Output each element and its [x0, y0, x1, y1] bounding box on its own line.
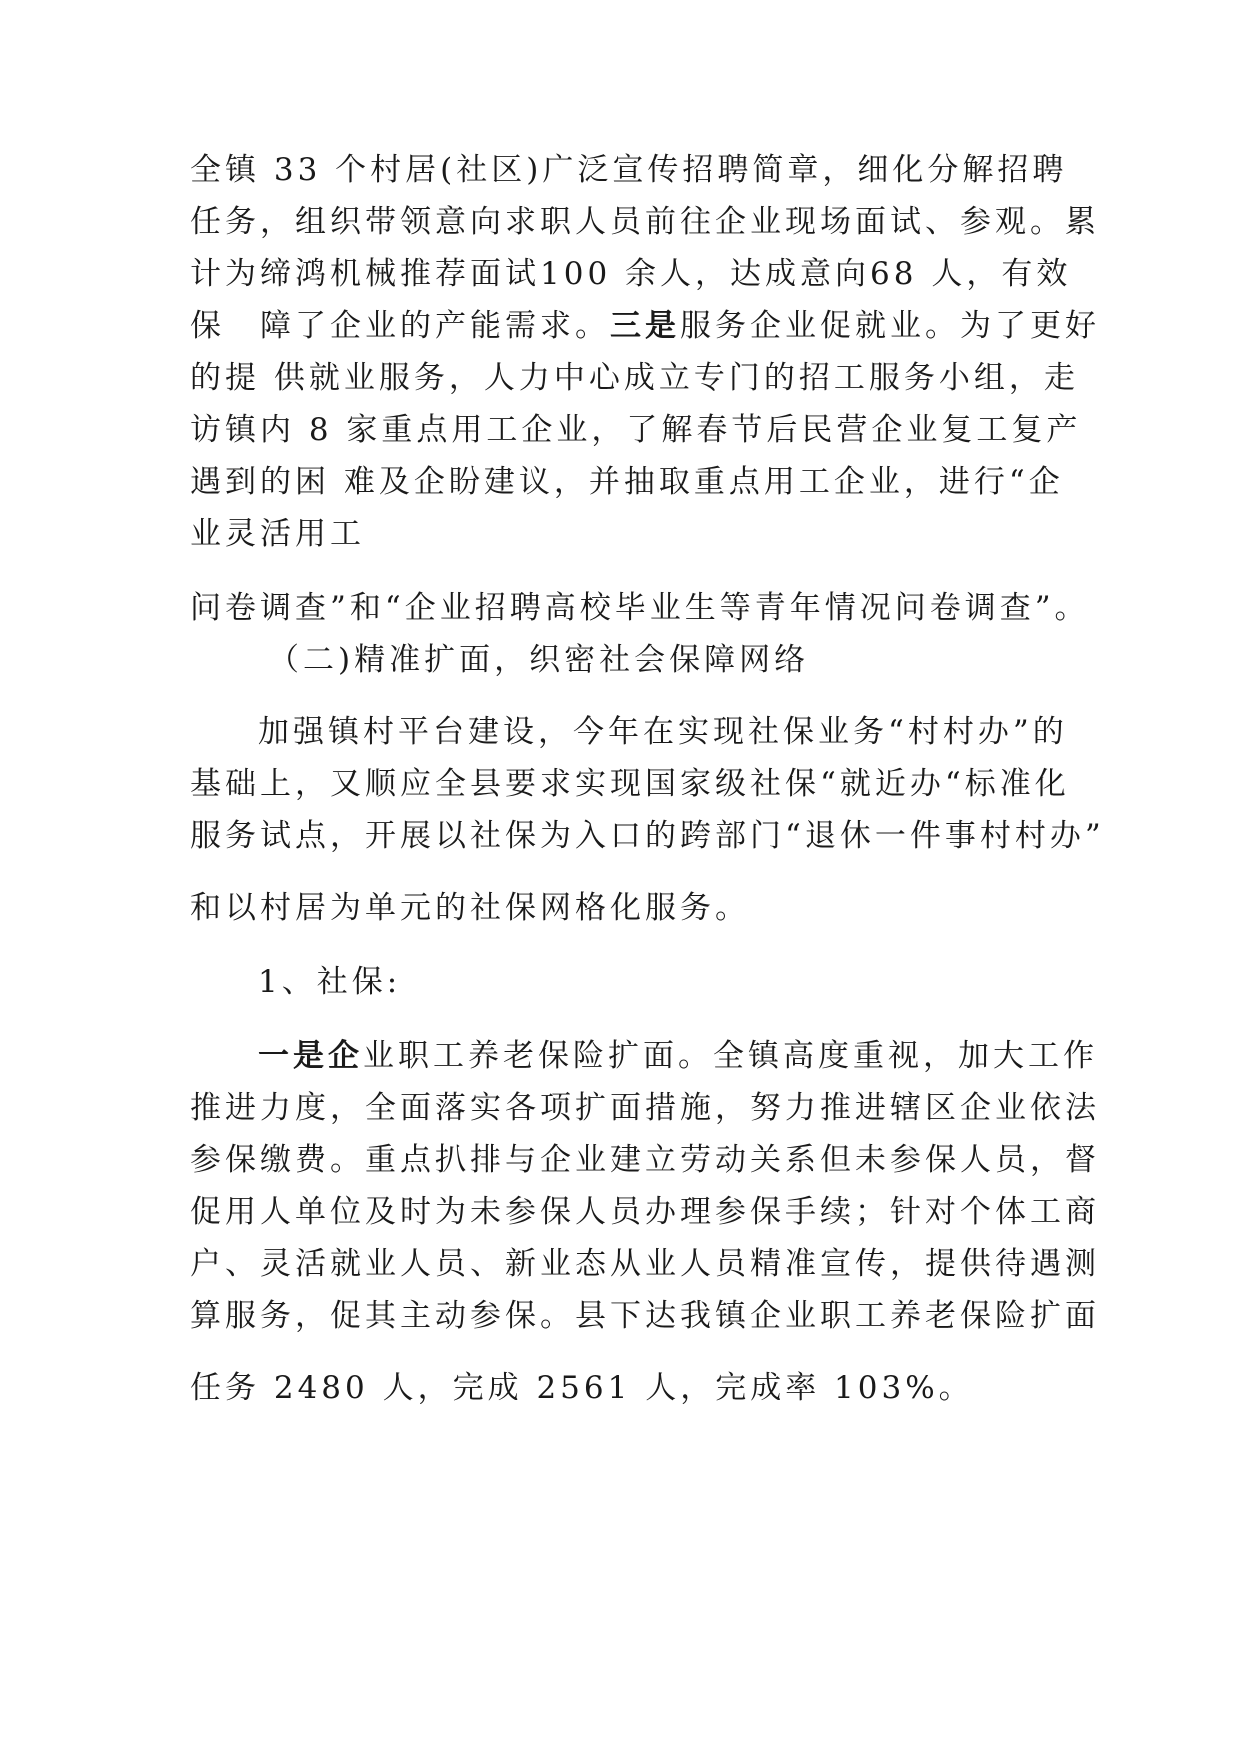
- body-line: 任务，组织带领意向求职人员前往企业现场面试、参观。累: [190, 204, 1100, 240]
- body-line: 促用人单位及时为未参保人员办理参保手续；针对个体工商: [190, 1194, 1100, 1230]
- body-text: 业职工养老保险扩面。全镇高度重视，加大工作: [363, 1038, 1098, 1074]
- body-line: 全镇 33 个村居(社区)广泛宣传招聘简章，细化分解招聘: [190, 152, 1068, 188]
- body-line: 参保缴费。重点扒排与企业建立劳动关系但未参保人员，督: [190, 1142, 1100, 1178]
- body-line: 任务 2480 人，完成 2561 人，完成率 103%。: [190, 1370, 974, 1406]
- emphasis-text: 一是企: [258, 1038, 363, 1074]
- body-line: 的提 供就业服务，人力中心成立专门的招工服务小组，走: [190, 360, 1079, 396]
- body-line: 推进力度，全面落实各项扩面措施，努力推进辖区企业依法: [190, 1090, 1100, 1126]
- list-item-heading: 1、社保:: [258, 964, 402, 1000]
- body-line: 问卷调查”和“企业招聘高校毕业生等青年情况问卷调查”。: [190, 590, 1090, 626]
- body-line: 算服务，促其主动参保。县下达我镇企业职工养老保险扩面: [190, 1298, 1100, 1334]
- body-line: 加强镇村平台建设，今年在实现社保业务“村村办”的: [258, 714, 1068, 750]
- body-line: 计为缔鸿机械推荐面试100 余人，达成意向68 人，有效: [190, 256, 1072, 292]
- body-line: 访镇内 8 家重点用工企业，了解春节后民营企业复工复产: [190, 412, 1082, 448]
- body-line: 遇到的困 难及企盼建议，并抽取重点用工企业，进行“企: [190, 464, 1064, 500]
- body-line: 基础上，又顺应全县要求实现国家级社保“就近办“标准化: [190, 766, 1070, 802]
- body-line: 业灵活用工: [190, 516, 365, 552]
- body-text: 保 障了企业的产能需求。: [190, 308, 610, 344]
- emphasis-text: 三是: [610, 308, 680, 344]
- body-line: 和以村居为单元的社保网格化服务。: [190, 890, 750, 926]
- section-heading: （二)精准扩面，织密社会保障网络: [268, 642, 810, 678]
- body-line: [258, 1036, 1098, 1076]
- body-line: [190, 306, 1100, 346]
- body-line: 服务试点，开展以社保为入口的跨部门“退休一件事村村办”: [190, 818, 1105, 854]
- body-text: 服务企业促就业。为了更好: [680, 308, 1100, 344]
- body-line: 户、灵活就业人员、新业态从业人员精准宣传，提供待遇测: [190, 1246, 1100, 1282]
